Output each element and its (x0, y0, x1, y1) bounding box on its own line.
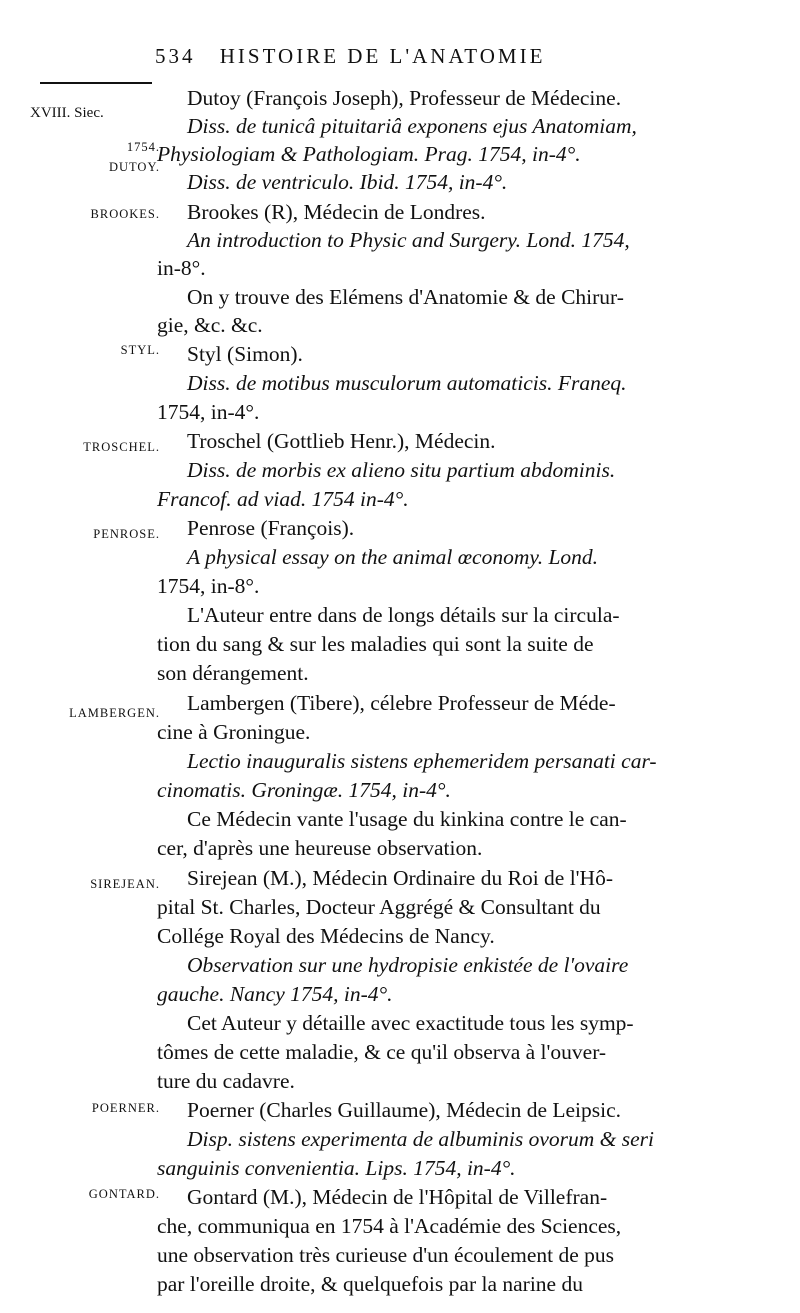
text-line: sanguinis convenientia. Lips. 1754, in-4°. (157, 1156, 516, 1180)
page-header (155, 44, 755, 69)
text-line: Poerner (Charles Guillaume), Médecin de Leipsic. (187, 1098, 622, 1122)
text-line: par l'oreille droite, & quelquefois par la narine du (157, 1272, 583, 1296)
text-line: On y trouve des Elémens d'Anatomie & de Chirur- (187, 285, 624, 309)
text-line: cine à Groningue. (157, 720, 311, 744)
margin-note: LAMBERGEN. (69, 706, 160, 720)
text-line: gie, &c. &c. (157, 313, 263, 337)
text-line: cinomatis. Groningæ. 1754, in-4°. (157, 778, 451, 802)
text-line: che, communiqua en 1754 à l'Académie des Sciences, (157, 1214, 622, 1238)
text-line: ture du cadavre. (157, 1069, 295, 1093)
text-line: Diss. de tunicâ pituitariâ exponens ejus Anatomiam, (187, 114, 637, 138)
text-line: An introduction to Physic and Surgery. Lond. 1754, (187, 228, 630, 252)
margin-note: BROOKES. (90, 207, 160, 221)
text-line: Diss. de motibus musculorum automaticis. Franeq. (187, 371, 627, 395)
text-line: in-8°. (157, 256, 206, 280)
text-line: une observation très curieuse d'un écoulement de pus (157, 1243, 615, 1267)
margin-note: GONTARD. (88, 1187, 160, 1201)
text-line: gauche. Nancy 1754, in-4°. (157, 982, 393, 1006)
text-line: Diss. de morbis ex alieno situ partium abdominis. (187, 458, 616, 482)
text-line: Gontard (M.), Médecin de l'Hôpital de Villefran- (187, 1185, 608, 1209)
margin-note: XVIII. Siec. (30, 105, 104, 121)
text-line: Lambergen (Tibere), célebre Professeur de Méde- (187, 691, 616, 715)
text-line: Styl (Simon). (187, 342, 303, 366)
text-line: Dutoy (François Joseph), Professeur de Médecine. (187, 86, 622, 110)
text-line: 1754, in-4°. (157, 400, 260, 424)
text-line: Sirejean (M.), Médecin Ordinaire du Roi de l'Hô- (187, 866, 613, 890)
text-line: son dérangement. (157, 661, 309, 685)
margin-note: 1754. (126, 140, 160, 154)
text-line: Physiologiam & Pathologiam. Prag. 1754, in-4°. (157, 142, 581, 166)
text-line: L'Auteur entre dans de longs détails sur la circula- (187, 603, 620, 627)
text-line: Collége Royal des Médecins de Nancy. (157, 924, 495, 948)
text-line: Ce Médecin vante l'usage du kinkina contre le can- (187, 807, 627, 831)
text-line: Observation sur une hydropisie enkistée de l'ovaire (187, 953, 629, 977)
text-line: Penrose (François). (187, 516, 355, 540)
margin-note: PENROSE. (93, 527, 160, 541)
text-line: Troschel (Gottlieb Henr.), Médecin. (187, 429, 496, 453)
margin-note: DUTOY. (108, 160, 160, 174)
text-line: 1754, in-8°. (157, 574, 260, 598)
text-line: Cet Auteur y détaille avec exactitude tous les symp- (187, 1011, 634, 1035)
text-line: Lectio inauguralis sistens ephemeridem persanati car- (187, 749, 657, 773)
text-line: A physical essay on the animal œconomy. Lond. (187, 545, 599, 569)
running-title: HISTOIRE DE L'ANATOMIE (219, 44, 546, 68)
text-line: tion du sang & sur les maladies qui sont la suite de (157, 632, 594, 656)
text-line: pital St. Charles, Docteur Aggrégé & Consultant du (157, 895, 601, 919)
text-line: tômes de cette maladie, & ce qu'il observa à l'ouver- (157, 1040, 607, 1064)
text-line: Brookes (R), Médecin de Londres. (187, 200, 486, 224)
margin-note: STYL. (120, 343, 160, 357)
text-line: Francof. ad viad. 1754 in-4°. (157, 487, 409, 511)
margin-note: TROSCHEL. (83, 440, 160, 454)
margin-note: SIREJEAN. (90, 877, 160, 891)
page-number: 534 (155, 44, 196, 68)
header-rule (40, 82, 152, 84)
text-line: Disp. sistens experimenta de albuminis ovorum & seri (187, 1127, 654, 1151)
text-line: cer, d'après une heureuse observation. (157, 836, 483, 860)
text-line: Diss. de ventriculo. Ibid. 1754, in-4°. (187, 170, 508, 194)
margin-note: POERNER. (91, 1101, 160, 1115)
